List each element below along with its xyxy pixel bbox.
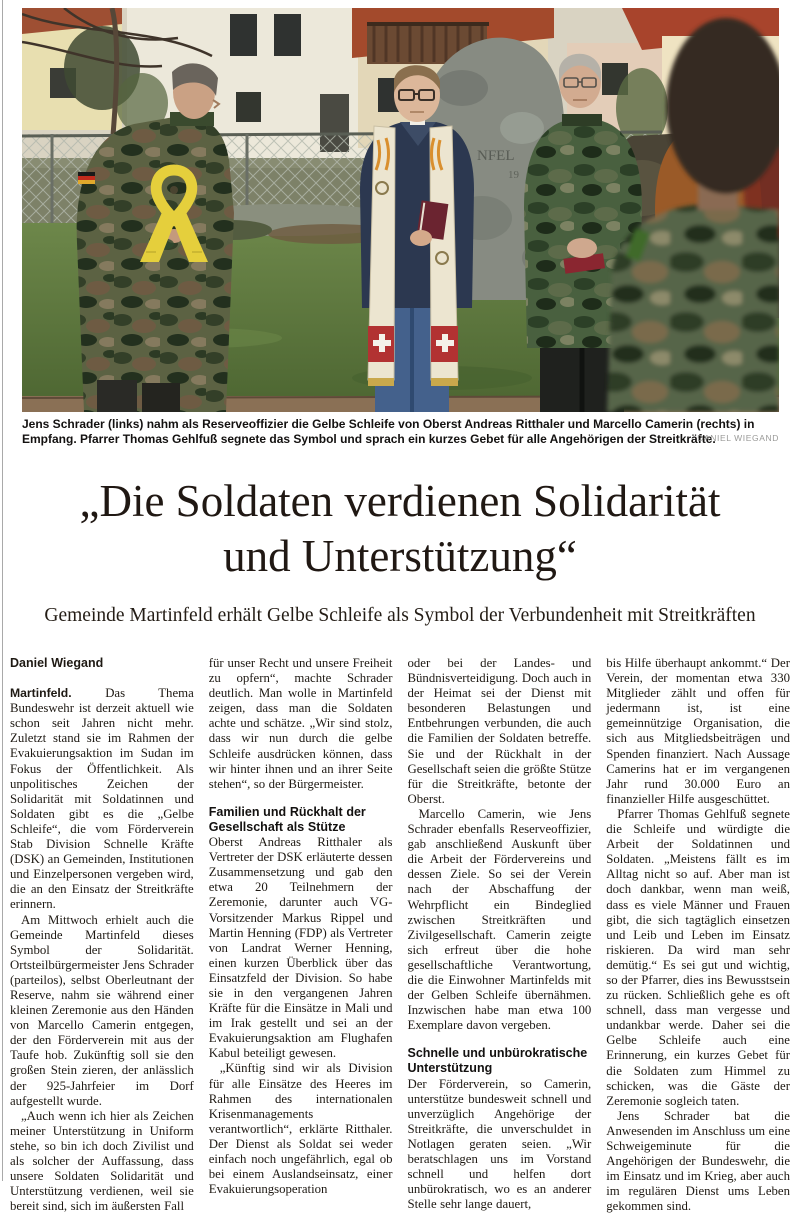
article-column-2 [208,656,393,1197]
headline-line2: und Unterstützung“ [223,531,577,581]
stone-inscription-line2: 19 [508,169,519,181]
photo-caption [22,417,779,446]
article-paragraph: Pfarrer Thomas Gehlfuß segnete die Schleife und würdigte die Arbeit der Soldatinnen und Soldaten. „Meistens fällt es im Alltag nicht so auf. Aber man ist doch dankbar, wenn man weiß, dass es viele Männer und Frauen gibt, die sich tagtäglich einsetzen und Leib und Leben im Einsatz riskieren. Da wird man sehr demütig.“ Es sei gut und wichtig, so der Pfarrer, dies ins Bewusstsein zu rücken. Schließlich gehe es oft schnell, dass man vergesse und undankbar werde. Daher sei die Gelbe Schleife auch eine Erinnerung, ein kurzes Gebet für die Soldaten zum Himmel zu schicken, was die Gäste der Zeremonie sogleich taten. [606,806,790,1108]
article-column-1 [10,656,194,1214]
article-paragraph: Oberst Andreas Ritthaler als Vertreter der DSK erläuterte dessen Zusammensetzung und gab den etwa 20 Teilnehmern der Zeremonie, darunter auch VG-Vorsitzender Markus Rippel und Martin Henning (FDP) als Vertreter von Landrat Werner Henning, einen kurzen Überblick über das Einsatzfeld der Division. So habe sie in den vergangenen Jahren Kräfte für die Einsätze in Mali und im Irak gestellt und sei an der Evakuierungsaktion am Flughafen Kabul beteiligt gewesen. [208,835,393,1061]
headline [0,474,800,584]
article-columns [10,656,790,1214]
article-column-4 [606,656,790,1214]
article-paragraph: Martinfeld. Das Thema Bundeswehr ist derzeit aktuell wie schon seit Jahren nicht mehr. Zuletzt stand sie im Rahmen der Evakuierungsaktion im Sudan im Fokus der Öffentlichkeit. Als unpolitisches Zeichen der Solidarität mit Soldatinnen und Soldaten gibt es die „Gelbe Schleife“, die vom Förderverein Stab Division Schnelle Kräfte (DSK) an Gemeinden, Institutionen und Einzelpersonen vergeben wird, die an den Einsatz der Streitkräfte erinnern. [10,686,194,912]
article-paragraph: für unser Recht und unsere Freiheit zu opfern“, machte Schrader deutlich. Man wolle in Martinfeld zeigen, dass man die Soldaten achte und schätze. „Wir sind stolz, dass wir nun durch die gelbe Schleife ausdrücken können, dass wir hinter ihnen und an ihrer Seite stehen“, so der Bürgermeister. [208,656,393,791]
article-paragraph: oder bei der Landes- und Bündnisverteidigung. Doch auch in der Heimat sei der Dienst mit besonderen Belastungen und Entbehrungen verbunden, die auch die Familien der Soldaten betreffe. Sie und der Rückhalt in der Gesellschaft seien die größte Stütze für die Streitkräfte, betonte der Oberst. [407,656,592,806]
article-paragraph: „Auch wenn ich hier als Zeichen meiner Unterstützung in Uniform stehe, so bin ich doch Zivilist und als solcher der Auffassung, dass unsere Soldaten Solidarität und Unterstützung verdienen, weil sie bereit sind, sich im äußersten Fall [10,1108,194,1214]
byline: Daniel Wiegand [10,656,104,670]
page-edge-rule [2,0,3,1181]
photo-caption-text: Jens Schrader (links) nahm als Reserveoffizier die Gelbe Schleife von Oberst Andreas Ritthaler und Marcello Camerin (rechts) in Empfang. Pfarrer Thomas Gehlfuß segnete das Symbol und sprach ein kurzes Gebet für alle Angehörigen der Streitkräfte. [22,417,755,446]
article-paragraph: Der Förderverein, so Camerin, unterstütze bundesweit schnell und unverzüglich Angehörige der Streitkräfte, die unverschuldet in Notlagen geraten seien. „Wir beratschlagen uns im Vorstand schnell und helfen dort unbürokratisch, wo es an anderer Stelle sehr lange dauert, [407,1076,592,1212]
photo-credit: DANIEL WIEGAND [697,432,779,443]
article-paragraph: Am Mittwoch erhielt auch die Gemeinde Martinfeld dieses Symbol der Solidarität. Ortsteilbürgermeister Jens Schrader (parteilos), selbst Oberleutnant der Reserve, nahm sie während einer kleinen Zeremonie aus den Händen von Marcello Camerin entgegen, der den Förderverein mit aus der Taufe hob. Zukünftig soll sie den großen Stein zieren, der anlässlich der 925-Jahrfeier im Dorf aufgestellt wurde. [10,912,194,1108]
stone-inscription-line1: NFEL [477,148,515,164]
german-flag-patch [78,172,95,184]
article-photo [22,8,779,412]
article-column-3 [407,656,592,1212]
article-paragraph: Jens Schrader bat die Anwesenden im Anschluss um eine Schweigeminute für die Angehörigen der Bundeswehr, die im Einsatz und im Krieg, aber auch im regulären Dienst ums Leben gekommen sind. [606,1108,790,1214]
section-subhead: Familien und Rückhalt der Gesellschaft als Stütze [208,804,366,834]
article-paragraph: „Künftig sind wir als Division für alle Einsätze des Heeres im Rahmen des internationalen Krisenmanagements verantwortlich“, erklärte Ritthaler. Der Dienst als Soldat sei weder einfach noch ungefährlich, egal ob bei einem Auslandseinsatz, einer Evakuierungsoperation [208,1061,393,1197]
headline-line1: „Die Soldaten verdienen Solidarität [79,476,721,526]
paragraph-lead-in: Martinfeld. [10,686,106,701]
article-paragraph: bis Hilfe überhaupt ankommt.“ Der Verein, der momentan etwa 330 Mitglieder zählt und offen für jedermann ist, ist eine gemeinnützige Organisation, die sich aus Mitgliedsbeiträgen und Spenden finanziert. Nach Aussage Camerins hat er im vergangenen Jahr rund 30.000 Euro an finanzieller Hilfe ausgeschüttet. [606,656,790,806]
section-subhead: Schnelle und unbürokratische Unterstützung [407,1046,588,1076]
photo-illustration [22,8,779,412]
article-paragraph: Marcello Camerin, wie Jens Schrader ebenfalls Reserveoffizier, gab anschließend Auskunft über die Arbeit der Fördervereins und dessen Ziele. So sei der Verein nach der Abschaffung der Wehrpflicht ein Bindeglied zwischen Streitkräften und Zivilgesellschaft. Camerin zeigte sich erfreut über die hohe gesellschaftliche Verantwortung, die die Einwohner Martinfelds mit der Gelben Schleife übernähmen. Inzwischen habe man etwa 100 Exemplare davon vergeben. [407,806,592,1033]
subheadline: Gemeinde Martinfeld erhält Gelbe Schleife als Symbol der Verbundenheit mit Streitkräften [44,605,756,626]
